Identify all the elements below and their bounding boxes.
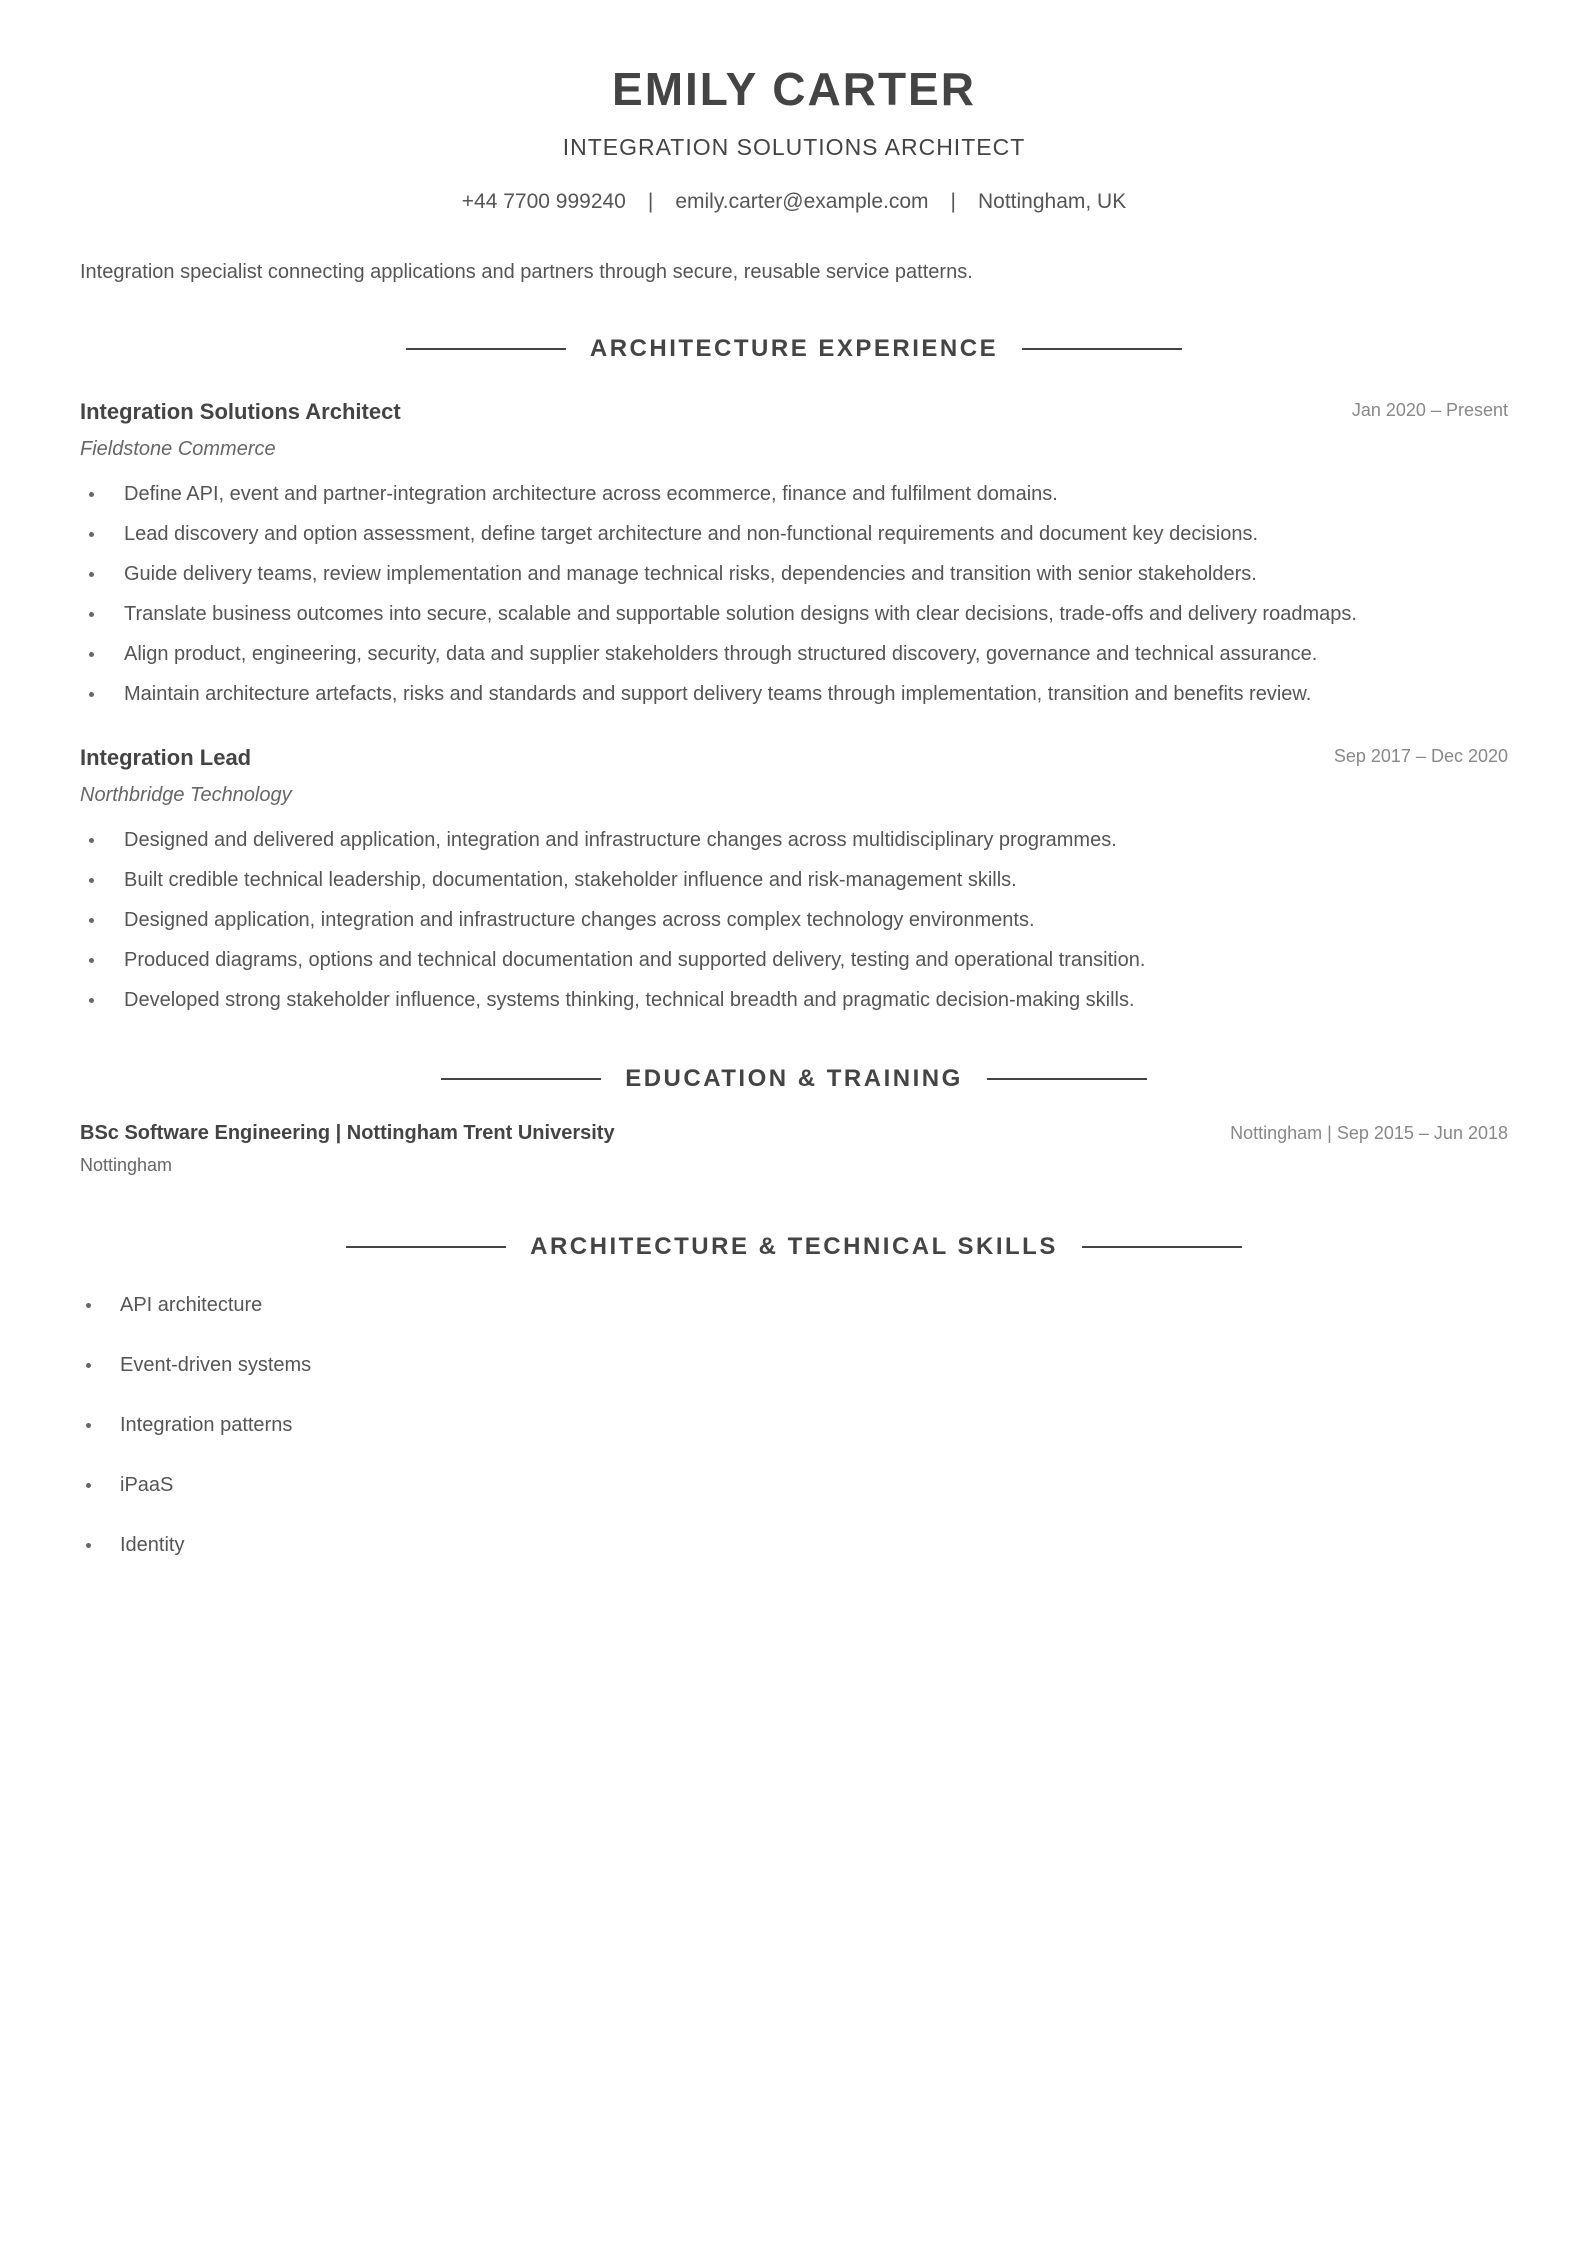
experience-bullet: Built credible technical leadership, documentation, stakeholder influence and risk-management skills. xyxy=(80,860,1508,900)
contact-separator: | xyxy=(950,190,956,213)
skill-item: API architecture xyxy=(80,1290,311,1350)
section-heading-education xyxy=(0,1064,1588,1094)
contact-phone: +44 7700 999240 xyxy=(461,190,626,213)
section-heading-experience xyxy=(0,334,1588,364)
skill-item: Identity xyxy=(80,1530,311,1590)
experience-bullets xyxy=(80,820,1508,1020)
experience-bullet: Translate business outcomes into secure, scalable and supportable solution designs with clear decisions, trade-offs and delivery roadmaps. xyxy=(80,594,1508,634)
profile-summary: Integration specialist connecting applications and partners through secure, reusable service patterns. xyxy=(80,261,973,283)
heading-rule-left xyxy=(441,1078,601,1080)
contact-location: Nottingham, UK xyxy=(977,190,1127,213)
experience-bullet: Define API, event and partner-integration architecture across ecommerce, finance and fulfilment domains. xyxy=(80,474,1508,514)
experience-role: Integration Solutions Architect xyxy=(80,399,401,424)
experience-dates: Sep 2017 – Dec 2020 xyxy=(1333,746,1508,766)
section-heading-label: ARCHITECTURE & TECHNICAL SKILLS xyxy=(530,1233,1058,1260)
experience-bullets xyxy=(80,474,1508,714)
experience-bullet: Lead discovery and option assessment, define target architecture and non-functional requirements and document key decisions. xyxy=(80,514,1508,554)
experience-dates: Jan 2020 – Present xyxy=(1351,400,1508,420)
education-entry xyxy=(80,1118,1508,1178)
experience-header xyxy=(80,742,1508,774)
experience-bullet: Guide delivery teams, review implementation and manage technical risks, dependencies and transition with senior stakeholders. xyxy=(80,554,1508,594)
section-heading-skills xyxy=(0,1232,1588,1262)
experience-bullet: Maintain architecture artefacts, risks and standards and support delivery teams through implementation, transition and benefits review. xyxy=(80,674,1508,714)
section-heading-label: ARCHITECTURE EXPERIENCE xyxy=(589,335,999,362)
contact-email: emily.carter@example.com xyxy=(675,190,929,213)
experience-bullet: Align product, engineering, security, data and supplier stakeholders through structured discovery, governance and technical assurance. xyxy=(80,634,1508,674)
skill-item: Integration patterns xyxy=(80,1410,311,1470)
experience-bullet: Designed and delivered application, integration and infrastructure changes across multidisciplinary programmes. xyxy=(80,820,1508,860)
experience-role: Integration Lead xyxy=(80,745,252,770)
skill-item: iPaaS xyxy=(80,1470,311,1530)
education-meta: Nottingham | Sep 2015 – Jun 2018 xyxy=(1230,1123,1508,1143)
candidate-title: INTEGRATION SOLUTIONS ARCHITECT xyxy=(562,134,1026,160)
heading-rule-right xyxy=(1022,348,1182,350)
heading-rule-left xyxy=(406,348,566,350)
experience-entry xyxy=(80,742,1508,1020)
education-degree: BSc Software Engineering | Nottingham Trent University xyxy=(80,1122,615,1144)
experience-entry xyxy=(80,396,1508,714)
contact-separator: | xyxy=(647,190,654,213)
skills-list xyxy=(80,1290,311,1590)
heading-rule-left xyxy=(346,1246,506,1248)
experience-company: Fieldstone Commerce xyxy=(80,438,276,460)
experience-bullet: Designed application, integration and infrastructure changes across complex technology environments. xyxy=(80,900,1508,940)
experience-header xyxy=(80,396,1508,428)
experience-bullet: Developed strong stakeholder influence, systems thinking, technical breadth and pragmatic decision-making skills. xyxy=(80,980,1508,1020)
heading-rule-right xyxy=(1082,1246,1242,1248)
experience-bullet: Produced diagrams, options and technical documentation and supported delivery, testing and operational transition. xyxy=(80,940,1508,980)
experience-company: Northbridge Technology xyxy=(80,784,292,806)
education-header xyxy=(80,1118,1508,1148)
education-location: Nottingham xyxy=(80,1155,173,1175)
candidate-name: EMILY CARTER xyxy=(612,63,976,115)
heading-rule-right xyxy=(987,1078,1147,1080)
section-heading-label: EDUCATION & TRAINING xyxy=(625,1065,963,1092)
skill-item: Event-driven systems xyxy=(80,1350,311,1410)
contact-line xyxy=(0,188,1588,216)
